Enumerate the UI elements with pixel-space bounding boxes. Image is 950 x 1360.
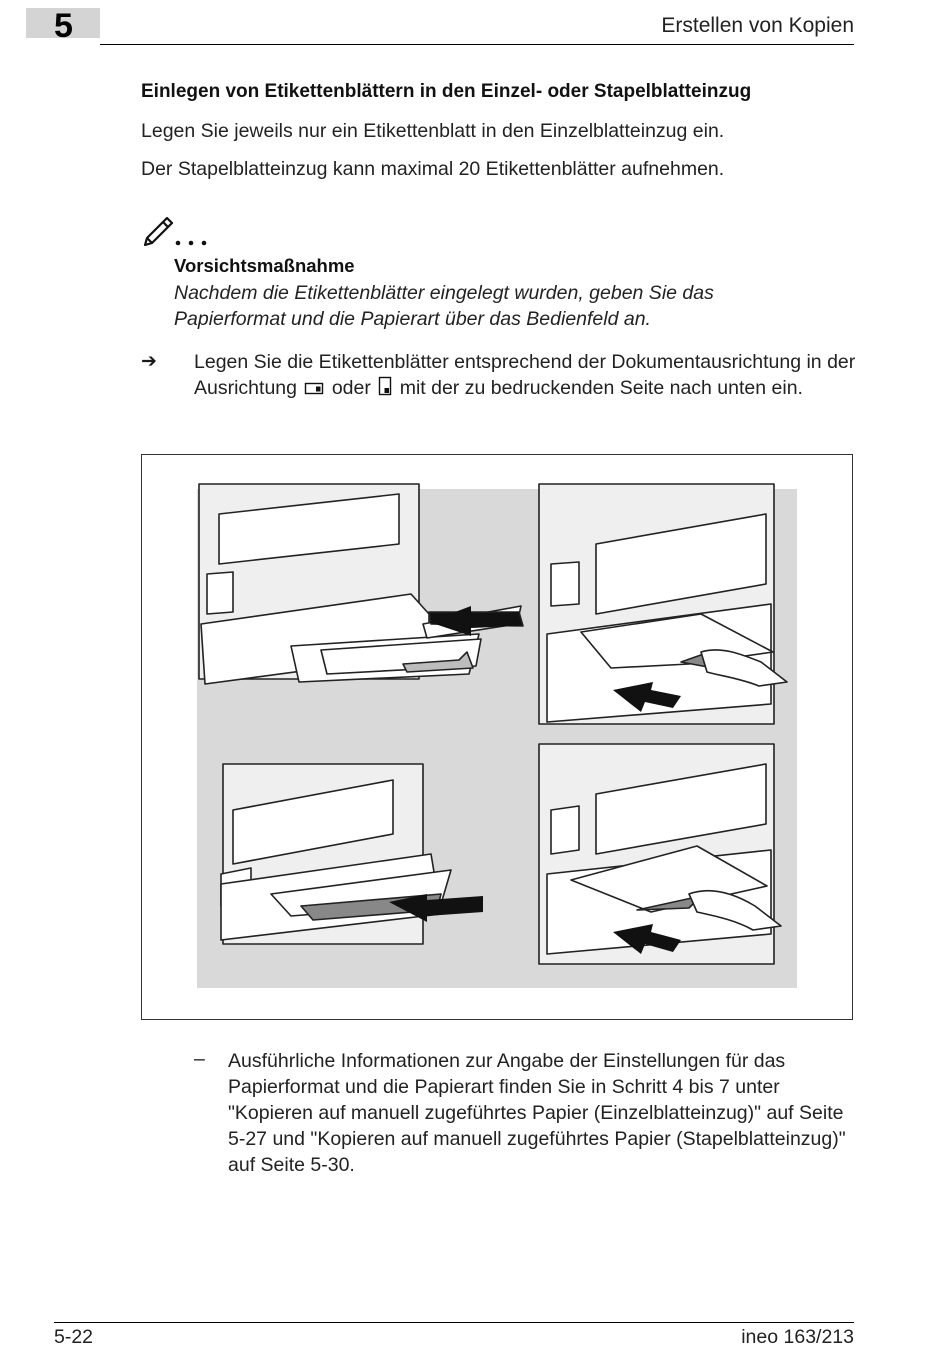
page-number: 5-22 [54, 1326, 94, 1348]
portrait-orientation-icon [378, 376, 392, 396]
step-instruction [194, 349, 862, 401]
label-sheet-loading-illustration [141, 454, 853, 1020]
section-heading: Einlegen von Etikettenblättern in den Einzel- oder Stapelblatteinzug [141, 81, 752, 102]
pencil-note-icon [141, 210, 211, 251]
landscape-orientation-icon [304, 380, 324, 396]
step-text-part3: mit der zu bedruckenden Seite nach unten ein. [399, 377, 803, 399]
stack-loading-machine-bottom-right [539, 744, 781, 964]
step-text-part1: Legen Sie die Etikettenblätter entsprechend der Dokumentausrichtung in der Ausrichtung [194, 351, 856, 399]
paragraph-single-sheet: Legen Sie jeweils nur ein Etikettenblatt in den Einzelblatteinzug ein. [141, 120, 725, 142]
paragraph-stack-capacity: Der Stapelblatteinzug kann maximal 20 Etikettenblätter aufnehmen. [141, 158, 725, 180]
footer-rule [54, 1322, 854, 1323]
manual-bypass-machine-top-right [539, 484, 787, 724]
chapter-number: 5 [54, 7, 73, 45]
header-title: Erstellen von Kopien [661, 14, 854, 37]
note-text: Nachdem die Etikettenblätter eingelegt wurden, geben Sie das Papierformat und die Papierart über das Bedienfeld an. [174, 282, 714, 330]
bypass-tray-machine-top-left [199, 484, 523, 684]
product-name: ineo 163/213 [741, 1326, 854, 1348]
stack-feeder-machine-bottom-left [221, 764, 483, 944]
note-title: Vorsichtsmaßnahme [174, 255, 355, 276]
info-text: Ausführliche Informationen zur Angabe der Einstellungen für das Papierformat und die Papierart finden Sie in Schritt 4 bis 7 unter "Kopieren auf manuell zugeführtes Papier (Einzelblatteinzug)" auf Seite 5-27 und "Kopieren auf manuell zugeführtes Papier (Stapelblatteinzug)" auf Seite 5-30. [228, 1050, 846, 1176]
info-dash: – [194, 1048, 205, 1070]
arrow-bullet-icon: ➔ [141, 351, 157, 372]
header-rule [100, 44, 854, 45]
step-text-part2: oder [331, 377, 371, 399]
